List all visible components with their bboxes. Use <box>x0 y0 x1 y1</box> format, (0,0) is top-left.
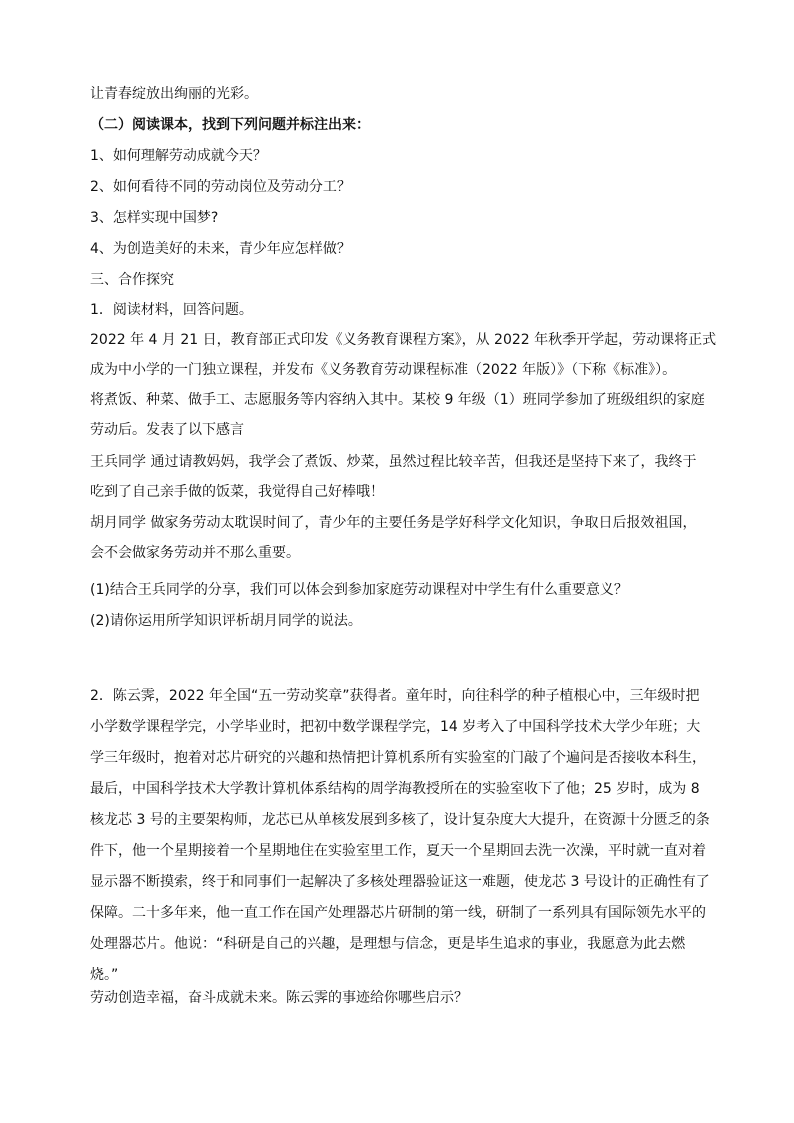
question-item: 4、为创造美好的未来，青少年应怎样做？ <box>90 241 351 257</box>
material-line: 成为中小学的一门独立课程，并发布《义务教育劳动课程标准（2022 年版）》（下称《标准》）。 <box>90 362 677 378</box>
item2-material <box>90 684 710 987</box>
material-line: 2．陈云霁，2022 年全国“五一劳动奖章”获得者。童年时，向往科学的种子植根心中，三年级时把 <box>90 688 700 704</box>
material-line: 核龙芯 3 号的主要架构师，龙芯已从单核发展到多核了，设计复杂度大大提升，在资源十分匮乏的条 <box>90 812 710 828</box>
question-item: 1、如何理解劳动成就今天？ <box>90 148 267 164</box>
hu-statement <box>90 511 710 565</box>
sub-question-1: (1)结合王兵同学的分享，我们可以体会到参加家庭劳动课程对中学生有什么重要意义？ <box>90 582 628 598</box>
material-line: 处理器芯片。他说：“科研是自己的兴趣，是理想与信念，更是毕生追求的事业，我愿意为此去燃 <box>90 936 686 952</box>
material-line: 保障。二十多年来，他一直工作在国产处理器芯片研制的第一线，研制了一系列具有国际领先水平的 <box>90 905 706 921</box>
section-heading: 三、合作探究 <box>90 272 174 288</box>
question-item: 3、怎样实现中国梦? <box>90 210 219 226</box>
continued-line: 让青春绽放出绚丽的光彩。 <box>90 86 258 102</box>
material-line: 劳动后。发表了以下感言 <box>90 422 244 438</box>
material-line: 显示器不断摸索，终于和同事们一起解决了多核处理器验证这一难题，使龙芯 3 号设计的正确性有了 <box>90 874 710 890</box>
statement-line: 会不会做家务劳动并不那么重要。 <box>90 545 300 561</box>
reading-task-heading: （二）阅读课本，找到下列问题并标注出来： <box>90 117 370 133</box>
material-line: 最后，中国科学技术大学教计算机体系结构的周学海教授所在的实验室收下了他；25 岁时，成为 8 <box>90 781 700 797</box>
material-line: 烧。” <box>90 967 119 983</box>
item1-material <box>90 328 717 442</box>
wang-statement <box>90 450 710 504</box>
item2-question: 劳动创造幸福，奋斗成就未来。陈云霁的事迹给你哪些启示？ <box>90 990 468 1006</box>
item1-title: 1．阅读材料，回答问题。 <box>90 302 253 318</box>
material-line: 将煮饭、种菜、做手工、志愿服务等内容纳入其中。某校 9 年级（1）班同学参加了班级组织的家庭 <box>90 392 705 408</box>
material-line: 小学数学课程学完，小学毕业时，把初中数学课程学完，14 岁考入了中国科学技术大学少年班；大 <box>90 719 701 735</box>
question-item: 2、如何看待不同的劳动岗位及劳动分工？ <box>90 179 351 195</box>
material-line: 件下，他一个星期接着一个星期地住在实验室里工作，夏天一个星期回去洗一次澡，平时就一直对着 <box>90 843 706 859</box>
sub-question-2: (2)请你运用所学知识评析胡月同学的说法。 <box>90 613 362 629</box>
statement-line: 王兵同学 通过请教妈妈，我学会了煮饭、炒菜，虽然过程比较辛苦，但我还是坚持下来了，我终于 <box>90 454 697 470</box>
statement-line: 吃到了自己亲手做的饭菜，我觉得自己好棒哦！ <box>90 484 384 500</box>
statement-line: 胡月同学 做家务劳动太耽误时间了，青少年的主要任务是学好科学文化知识，争取日后报效祖国， <box>90 515 697 531</box>
material-line: 学三年级时，抱着对芯片研究的兴趣和热情把计算机系所有实验室的门敲了个遍问是否接收本科生， <box>90 750 706 766</box>
material-line: 2022 年 4 月 21 日，教育部正式印发《义务教育课程方案》，从 2022 年秋季开学起，劳动课将正式 <box>90 332 717 348</box>
